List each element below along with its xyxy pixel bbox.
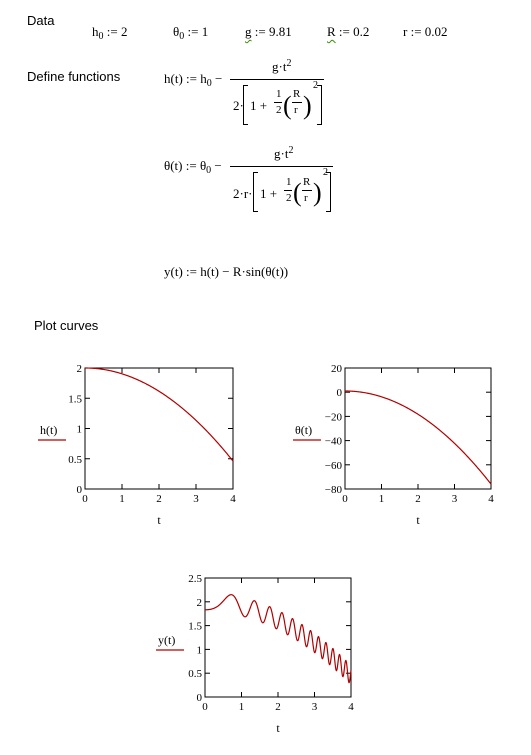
y-tick-label: −60 xyxy=(324,459,342,472)
y-axis-label: h(t) xyxy=(40,423,58,437)
section-label-data: Data xyxy=(27,13,55,28)
theta-fraction-bar xyxy=(230,166,333,167)
var-h0-sub: 0 xyxy=(98,31,104,42)
ratio-den: r xyxy=(304,192,308,204)
var-theta0-name: θ xyxy=(173,24,180,39)
ratio-num: R xyxy=(303,176,311,188)
var-r-value: 0.02 xyxy=(424,24,448,39)
y-tick-label: 0 xyxy=(336,387,342,400)
series-line xyxy=(85,368,233,461)
plot-theta[interactable] xyxy=(270,360,531,530)
plot-frame xyxy=(345,368,491,489)
var-theta0[interactable] xyxy=(173,24,208,42)
x-tick-label: 3 xyxy=(311,701,318,713)
y-tick-label: 2 xyxy=(196,596,202,609)
series-line xyxy=(345,391,491,484)
minus-sign: − xyxy=(214,158,222,173)
y-tick-label: −40 xyxy=(324,435,342,448)
x-tick-label: 0 xyxy=(342,493,348,505)
h-numerator xyxy=(272,58,291,75)
var-r-name: r xyxy=(403,24,408,39)
h-exp: 2 xyxy=(313,80,318,91)
assign-op: := xyxy=(187,24,199,39)
series-line xyxy=(205,595,351,683)
y-tick-label: 1.5 xyxy=(188,620,202,633)
y-tick-label: 0 xyxy=(76,484,82,496)
x-tick-label: 2 xyxy=(275,701,281,713)
assign-op: := xyxy=(254,24,266,39)
y-tick-label: 1 xyxy=(196,644,202,657)
theta-lhs xyxy=(164,158,222,176)
half-num: 1 xyxy=(286,176,292,188)
x-tick-label: 3 xyxy=(451,493,458,505)
x-tick-label: 4 xyxy=(230,493,236,505)
x-tick-label: 0 xyxy=(82,493,88,505)
y-tick-label: 0 xyxy=(196,692,202,704)
minus-sign: − xyxy=(214,71,223,86)
x-axis-label: t xyxy=(157,513,161,527)
y-axis-label: y(t) xyxy=(158,633,176,647)
var-h0-value: 2 xyxy=(120,24,128,39)
assign-op: := xyxy=(106,24,118,39)
var-g-value: 9.81 xyxy=(268,24,292,39)
theta-lhs-sub: 0 xyxy=(206,165,212,176)
theta-lhs-text: θ(t) := θ xyxy=(164,158,207,173)
h-fraction-bar xyxy=(230,79,324,80)
num-sup: 2 xyxy=(286,58,292,69)
var-g[interactable] xyxy=(245,24,292,40)
right-bracket xyxy=(326,172,331,212)
left-bracket xyxy=(253,172,258,212)
x-tick-label: 3 xyxy=(193,493,199,505)
var-h0[interactable] xyxy=(92,24,127,42)
left-paren: ( xyxy=(293,178,302,207)
x-axis-label: t xyxy=(416,513,420,527)
plot-frame xyxy=(85,368,233,489)
x-axis-label: t xyxy=(276,721,280,735)
y-tick-label: −80 xyxy=(324,484,342,496)
num-text: g·t xyxy=(274,146,289,161)
y-tick-label: 0.5 xyxy=(188,668,202,681)
ratio-bar xyxy=(302,190,312,191)
y-tick-label: 20 xyxy=(331,363,342,375)
var-theta0-value: 1 xyxy=(201,24,209,39)
var-g-name: g xyxy=(245,24,252,39)
section-label-define: Define functions xyxy=(27,69,121,84)
one-plus: 1 + xyxy=(250,98,268,113)
half-num: 1 xyxy=(276,88,282,100)
assign-op: := xyxy=(338,24,350,39)
y-axis-label: θ(t) xyxy=(295,423,313,437)
section-label-plot: Plot curves xyxy=(34,318,99,333)
var-theta0-sub: 0 xyxy=(179,31,185,42)
theta-den-coeff: 2·r· xyxy=(233,186,253,201)
var-R-name: R xyxy=(327,24,336,39)
num-sup: 2 xyxy=(288,145,294,156)
var-r[interactable] xyxy=(403,24,448,40)
ratio-den: r xyxy=(294,104,298,116)
right-bracket xyxy=(317,85,322,125)
left-paren: ( xyxy=(283,91,292,120)
plot-h[interactable] xyxy=(0,360,260,530)
one-plus: 1 + xyxy=(260,186,278,201)
x-tick-label: 4 xyxy=(488,493,494,505)
x-tick-label: 0 xyxy=(202,701,208,713)
x-tick-label: 1 xyxy=(378,493,385,505)
h-den-coeff: 2· xyxy=(233,98,244,113)
y-tick-label: 1.5 xyxy=(68,393,82,406)
y-tick-label: −20 xyxy=(324,411,342,424)
half-den: 2 xyxy=(286,192,292,204)
y-definition[interactable]: y(t) := h(t) − R·sin(θ(t)) xyxy=(164,264,289,279)
y-tick-label: 1 xyxy=(76,423,82,436)
var-R-value: 0.2 xyxy=(353,24,370,39)
plot-frame xyxy=(205,578,351,697)
h-lhs xyxy=(164,71,222,89)
right-paren: ) xyxy=(303,91,312,120)
num-text: g·t xyxy=(272,59,287,74)
x-tick-label: 1 xyxy=(238,701,245,713)
assign-op: := xyxy=(410,24,422,39)
theta-numerator xyxy=(274,145,293,162)
var-R[interactable] xyxy=(327,24,369,40)
var-h0-name: h xyxy=(92,24,99,39)
plot-y[interactable] xyxy=(120,570,380,745)
h-lhs-sub: 0 xyxy=(206,78,212,89)
half-bar xyxy=(274,102,282,103)
ratio-bar xyxy=(292,102,302,103)
half-den: 2 xyxy=(276,104,282,116)
y-tick-label: 0.5 xyxy=(68,453,82,466)
y-tick-label: 2 xyxy=(76,363,82,375)
right-paren: ) xyxy=(313,178,322,207)
x-tick-label: 1 xyxy=(119,493,125,505)
h-lhs-text: h(t) := h xyxy=(164,71,207,86)
x-tick-label: 2 xyxy=(156,493,162,505)
theta-exp: 2 xyxy=(323,167,328,178)
x-tick-label: 2 xyxy=(415,493,421,505)
y-tick-label: 2.5 xyxy=(188,573,202,585)
x-tick-label: 4 xyxy=(348,701,354,713)
left-bracket xyxy=(243,85,248,125)
ratio-num: R xyxy=(293,88,301,100)
half-bar xyxy=(284,190,292,191)
